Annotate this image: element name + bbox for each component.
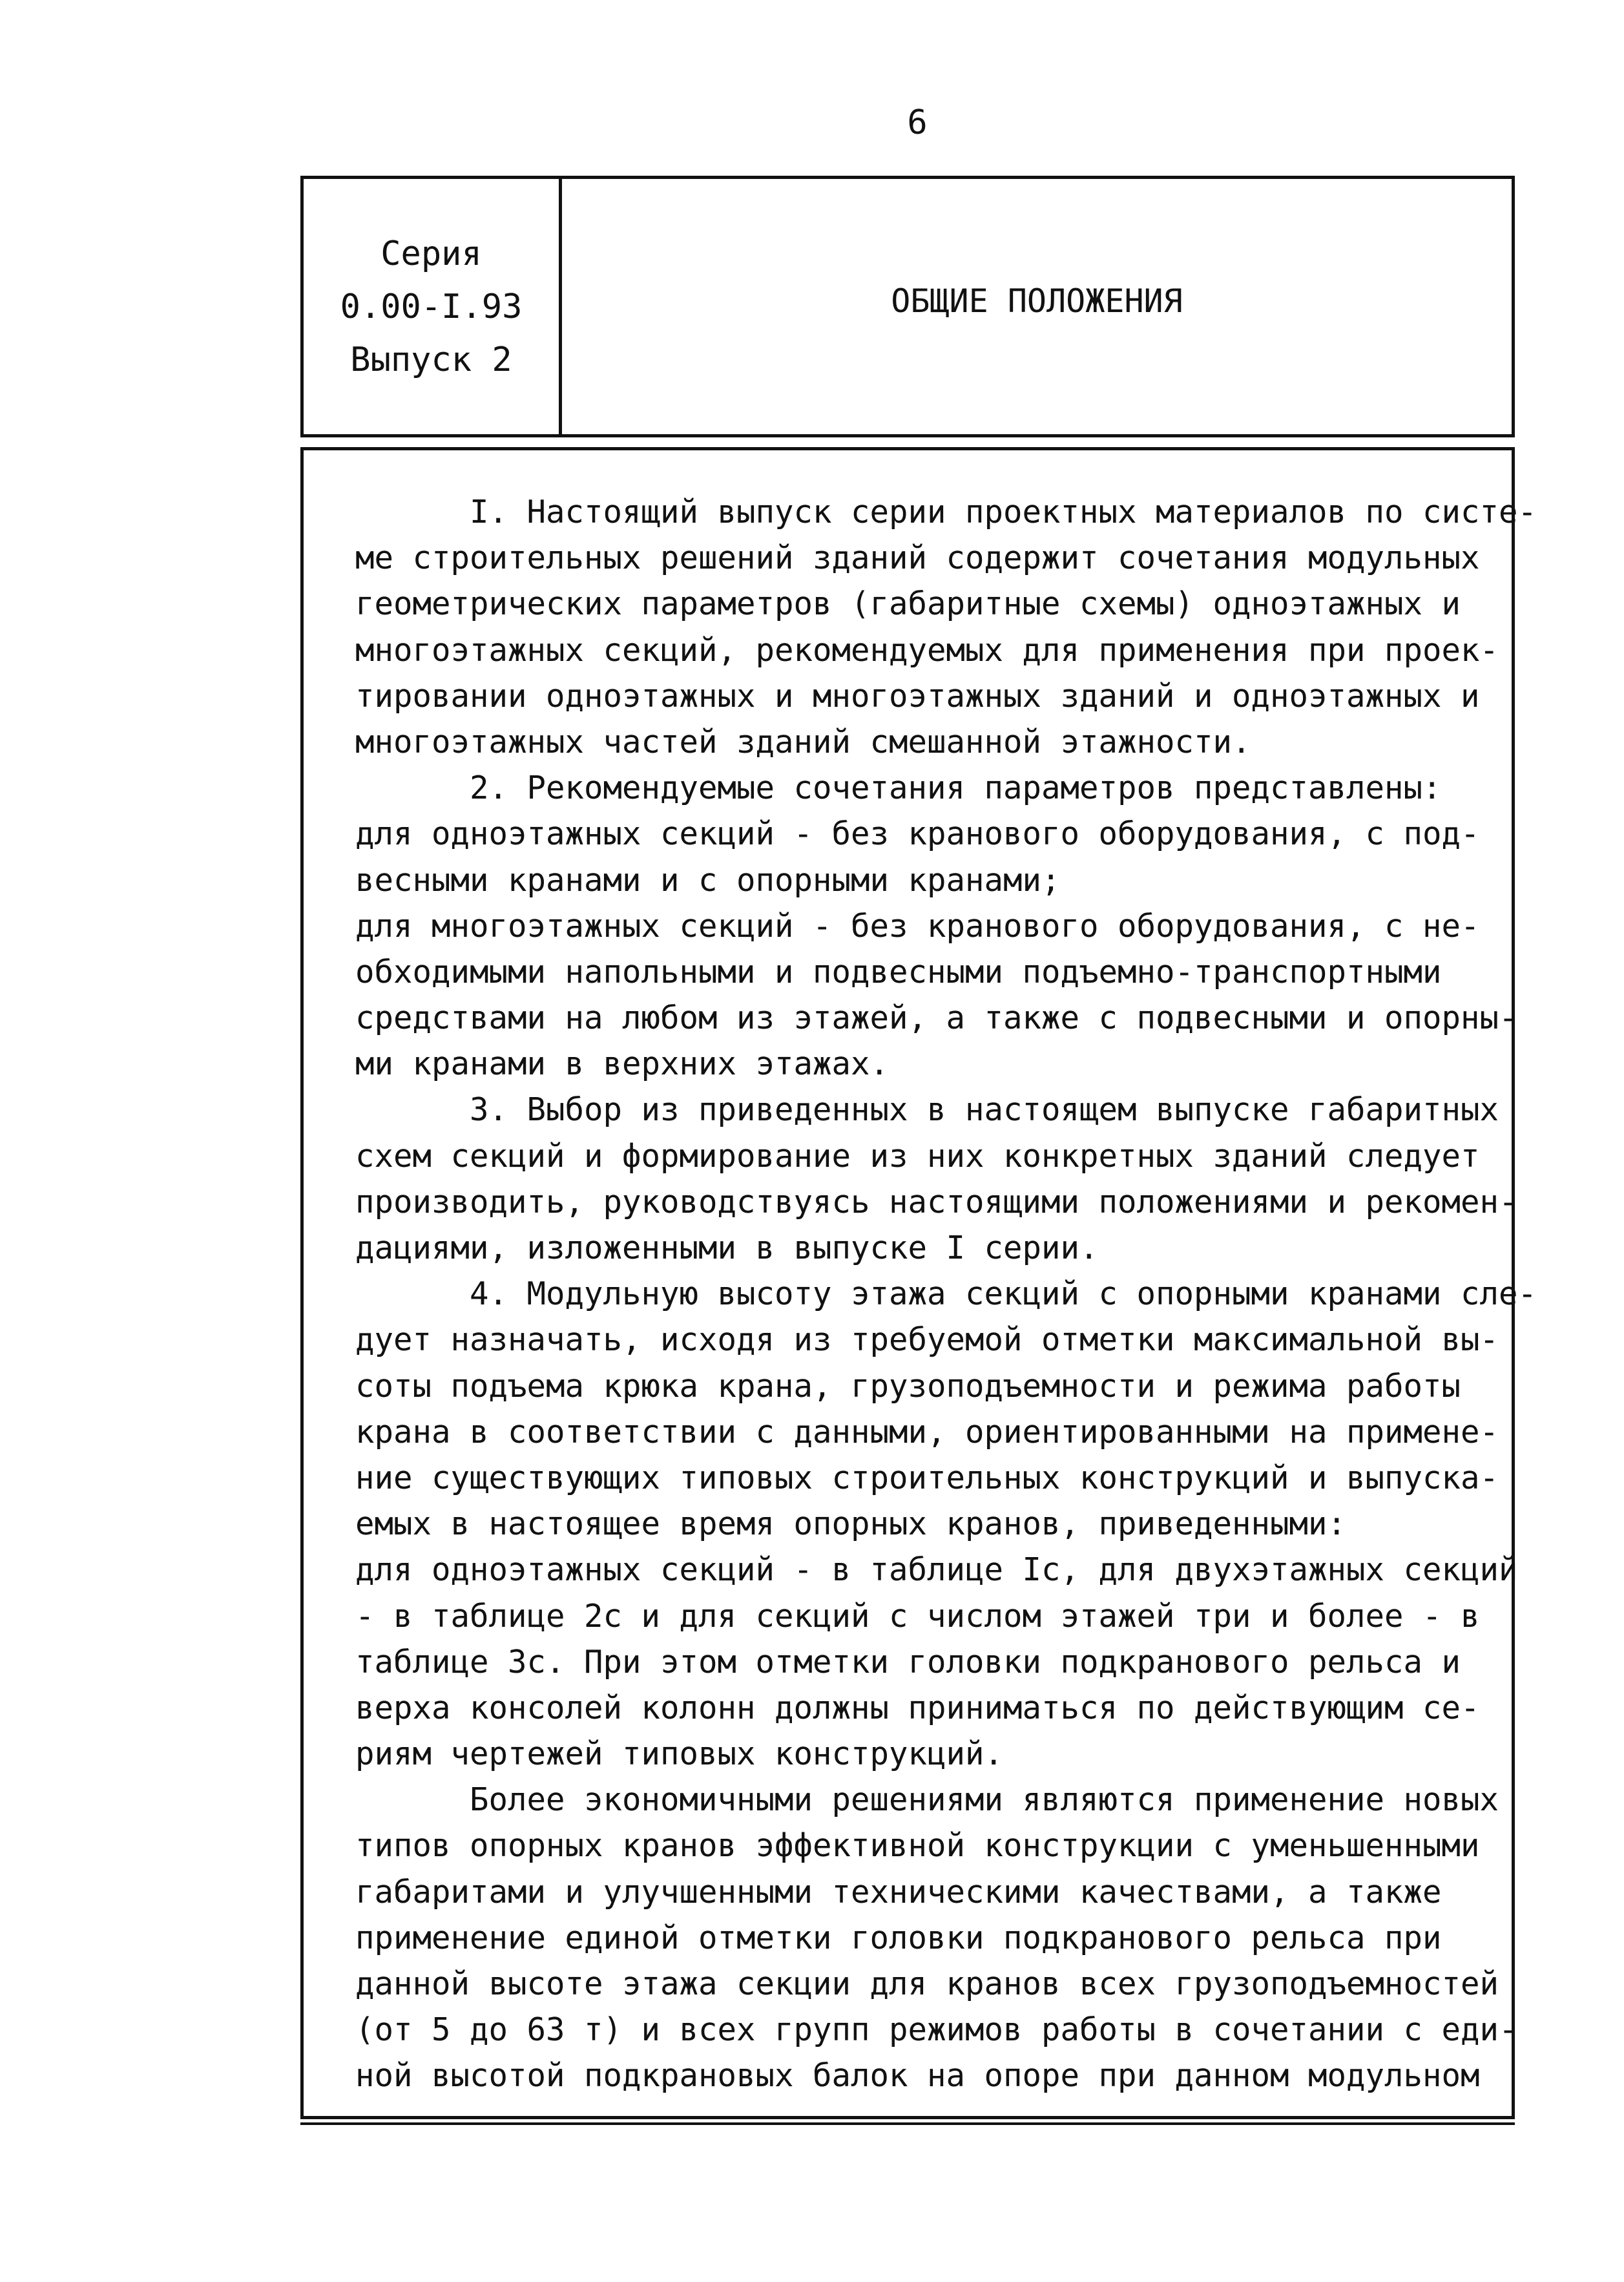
text-line: габаритами и улучшенными техническими качествами, а также (355, 1873, 1442, 1910)
text-line: для одноэтажных секций - без кранового оборудования, с под- (355, 815, 1480, 853)
issue-label: Выпуск 2 (350, 340, 512, 379)
text-line: схем секций и формирование из них конкретных зданий следует (355, 1137, 1480, 1175)
text-line: 4. Модульную высоту этажа секций с опорными кранами сле- (355, 1275, 1537, 1313)
text-line: 2. Рекомендуемые сочетания параметров представлены: (355, 769, 1442, 807)
text-line: верха консолей колонн должны приниматься по действующим се- (355, 1689, 1480, 1726)
text-line: емых в настоящее время опорных кранов, приведенными: (355, 1505, 1347, 1543)
page-number: 6 (907, 103, 928, 142)
body-frame (300, 447, 1537, 2119)
header-stamp (300, 176, 1515, 437)
series-label: Серия (380, 234, 482, 273)
text-line: типов опорных кранов эффективной конструкции с уменьшенными (355, 1827, 1480, 1865)
text-line: применение единой отметки головки подкранового рельса при (355, 1919, 1442, 1956)
section-title-cell (562, 179, 1512, 434)
text-line: крана в соответствии с данными, ориентированными на примене- (355, 1413, 1499, 1450)
text-line: многоэтажных секций, рекомендуемых для применения при проек- (355, 631, 1499, 669)
series-number: 0.00-I.93 (340, 287, 523, 326)
text-line: соты подъема крюка крана, грузоподъемности и режима работы (355, 1367, 1461, 1405)
text-line: средствами на любом из этажей, а также с подвесными и опорны- (355, 1000, 1518, 1037)
text-line: для одноэтажных секций - в таблице Iс, для двухэтажных секций (355, 1551, 1518, 1589)
text-line: весными кранами и с опорными кранами; (355, 861, 1061, 899)
text-line: I. Настоящий выпуск серии проектных материалов по систе- (355, 494, 1537, 530)
text-line: обходимыми напольными и подвесными подъемно-транспортными (355, 953, 1442, 990)
text-line: геометрических параметров (габаритные схемы) одноэтажных и (355, 585, 1461, 623)
body-text (355, 489, 1537, 2099)
text-line: ние существующих типовых строительных конструкций и выпуска- (355, 1459, 1499, 1496)
text-line: Более экономичными решениями являются применение новых (355, 1781, 1499, 1819)
series-info (304, 179, 562, 434)
text-line: таблице 3с. При этом отметки головки подкранового рельса и (355, 1643, 1461, 1680)
text-line: тировании одноэтажных и многоэтажных зданий и одноэтажных и (355, 677, 1480, 715)
text-line: дациями, изложенными в выпуске I серии. (355, 1230, 1099, 1266)
text-line: (от 5 до 63 т) и всех групп режимов работы в сочетании с еди- (355, 2011, 1518, 2049)
section-title: ОБЩИЕ ПОЛОЖЕНИЯ (891, 282, 1183, 320)
text-line: данной высоте этажа секции для кранов всех грузоподъемностей (355, 1965, 1499, 2002)
text-line: дует назначать, исходя из требуемой отметки максимальной вы- (355, 1321, 1499, 1359)
text-line: ме строительных решений зданий содержит сочетания модульных (355, 539, 1480, 577)
text-line: - в таблице 2с и для секций с числом этажей три и более - в (355, 1597, 1480, 1635)
text-line: 3. Выбор из приведенных в настоящем выпуске габаритных (355, 1091, 1499, 1129)
text-line: для многоэтажных секций - без кранового оборудования, с не- (355, 907, 1480, 945)
text-line: ной высотой подкрановых балок на опоре при данном модульном (355, 2057, 1480, 2095)
text-line: многоэтажных частей зданий смешанной этажности. (355, 723, 1251, 760)
text-line: ми кранами в верхних этажах. (355, 1045, 890, 1083)
text-line: риям чертежей типовых конструкций. (355, 1735, 1004, 1773)
text-line: производить, руководствуясь настоящими положениями и рекомен- (355, 1183, 1518, 1220)
